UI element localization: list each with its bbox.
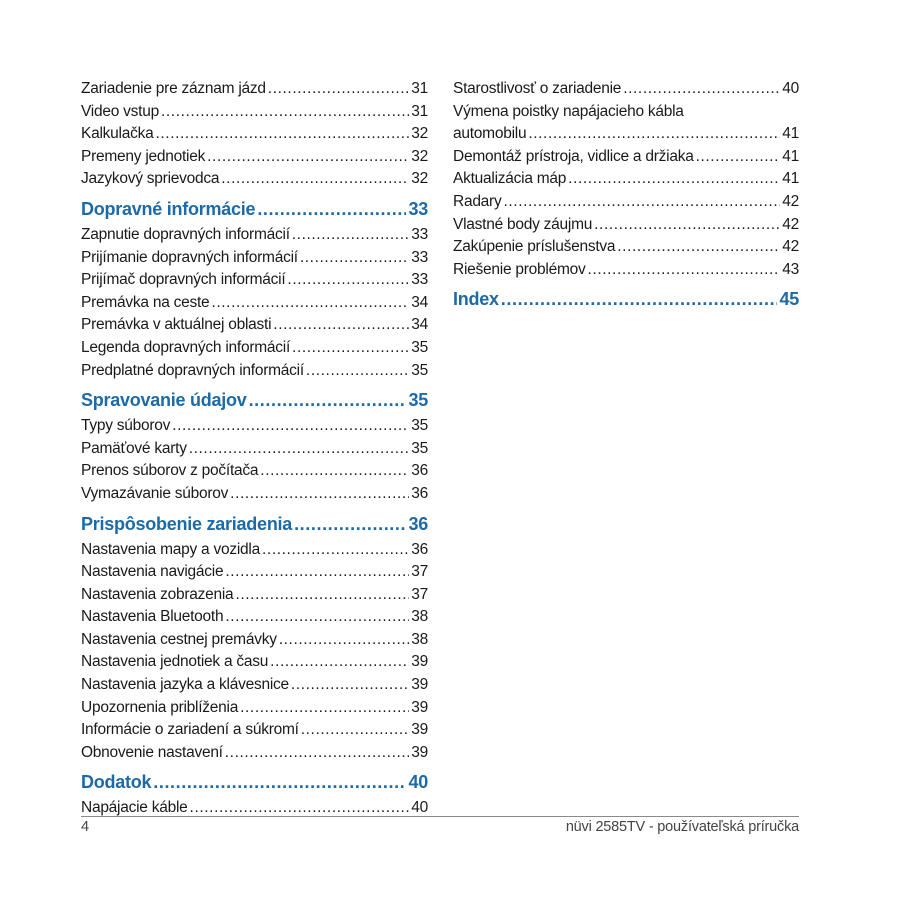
toc-leader-dots [301,719,410,742]
toc-entry-title: Nastavenia jednotiek a času [81,653,269,671]
toc-entry-title: Prenos súborov z počítača [81,462,259,480]
toc-entry-title: Premávka na ceste [81,293,210,311]
toc-entry-title: Prijímanie dopravných informácií [81,248,298,266]
toc-entry-title: Nastavenia cestnej premávky [81,630,277,648]
toc-leader-dots [225,561,409,584]
toc-page-number: 45 [779,289,799,310]
toc-leader-dots [623,78,780,101]
toc-entry-title: Radary [453,192,502,210]
toc-leader-dots [221,168,409,191]
toc-entry[interactable] [81,651,428,674]
toc-page-number: 35 [408,390,428,411]
footer-page-number: 4 [81,819,90,835]
toc-page-number: 38 [411,630,428,648]
toc-leader-dots [161,101,409,124]
toc-entry-title: Typy súborov [81,417,171,435]
toc-leader-dots [257,194,406,224]
toc-leader-dots [503,191,780,214]
toc-section-heading[interactable] [81,385,428,415]
toc-right-column [453,78,799,314]
toc-page-number: 41 [782,147,799,165]
toc-page-number: 41 [782,170,799,188]
toc-entry[interactable] [81,606,428,629]
toc-entry[interactable] [81,561,428,584]
toc-page-number: 39 [411,653,428,671]
toc-entry-title: Zariadenie pre záznam jázd [81,80,266,97]
toc-entry-title: Nastavenia jazyka a klávesnice [81,676,289,694]
toc-page-number: 32 [411,170,428,188]
toc-entry[interactable] [81,101,428,124]
toc-leader-dots [306,360,409,383]
toc-entry[interactable] [453,168,799,191]
toc-entry[interactable] [81,719,428,742]
toc-page-number: 38 [411,608,428,626]
toc-entry-title: Premeny jednotiek [81,147,206,165]
toc-entry-title: Pamäťové karty [81,439,187,457]
toc-page-number: 42 [782,238,799,256]
toc-leader-dots [287,269,409,292]
toc-page-number: 37 [411,563,428,581]
toc-entry-title: Dodatok [81,772,152,793]
toc-page-number: 40 [411,799,428,817]
toc-leader-dots [225,742,410,765]
toc-leader-dots [501,284,778,314]
toc-page-number: 39 [411,743,428,761]
toc-entry[interactable] [81,224,428,247]
toc-entry[interactable] [453,214,799,237]
toc-page-number: 31 [411,80,428,97]
toc-page-number: 36 [408,513,428,534]
toc-page-number: 40 [782,80,799,97]
toc-leader-dots [528,123,780,146]
toc-page-number: 37 [411,585,428,603]
toc-entry[interactable] [81,78,428,101]
toc-entry-title: Starostlivosť o zariadenie [453,80,622,97]
toc-entry[interactable] [81,584,428,607]
toc-entry-title: Jazykový sprievodca [81,170,220,188]
toc-page-number: 39 [411,676,428,694]
toc-leader-dots [207,146,409,169]
toc-entry[interactable] [453,236,799,259]
toc-entry[interactable] [453,146,799,169]
toc-entry-title: Zapnutie dopravných informácií [81,225,290,243]
toc-section-heading[interactable] [81,509,428,539]
toc-entry[interactable] [81,168,428,191]
toc-entry[interactable] [81,360,428,383]
toc-entry-title: Nastavenia Bluetooth [81,608,224,626]
toc-entry-title: Informácie o zariadení a súkromí [81,721,299,739]
toc-entry-title: Video vstup [81,102,159,120]
toc-entry[interactable] [81,483,428,506]
toc-entry[interactable] [81,460,428,483]
toc-entry-title: Riešenie problémov [453,260,586,278]
toc-entry[interactable] [81,674,428,697]
toc-entry-title: Predplatné dopravných informácií [81,361,304,379]
toc-page-number: 36 [411,540,428,558]
toc-entry[interactable] [453,78,799,101]
toc-entry[interactable] [453,191,799,214]
toc-entry[interactable] [81,146,428,169]
toc-entry-title: automobilu [453,125,527,143]
toc-leader-dots [262,539,409,562]
toc-left-column [81,78,428,820]
toc-entry[interactable] [453,101,799,124]
toc-page-number: 33 [411,225,428,243]
toc-entry[interactable] [81,629,428,652]
toc-page-number: 41 [782,125,799,143]
toc-leader-dots [155,123,409,146]
toc-entry[interactable] [81,742,428,765]
toc-leader-dots [230,483,409,506]
toc-leader-dots [260,460,409,483]
toc-entry[interactable] [81,314,428,337]
toc-entry-title: Nastavenia navigácie [81,563,224,581]
toc-section-heading[interactable] [81,194,428,224]
toc-entry[interactable] [453,123,799,146]
toc-page-number: 39 [411,698,428,716]
toc-entry-title: Dopravné informácie [81,198,256,219]
toc-entry-title: Index [453,289,499,310]
toc-page-number: 31 [411,102,428,120]
toc-leader-dots [211,292,409,315]
toc-entry-title: Upozornenia priblíženia [81,698,239,716]
toc-entry-title: Premávka v aktuálnej oblasti [81,316,272,334]
toc-entry-title: Aktualizácia máp [453,170,567,188]
toc-page-number: 40 [408,772,428,793]
toc-entry-title: Nastavenia zobrazenia [81,585,234,603]
toc-entry-title: Legenda dopravných informácií [81,338,291,356]
toc-entry[interactable] [81,269,428,292]
toc-page-number: 33 [411,271,428,289]
toc-page-number: 36 [411,484,428,502]
toc-leader-dots [172,415,409,438]
toc-entry-title: Kalkulačka [81,125,154,143]
toc-page-number: 33 [411,248,428,266]
toc-entry-title: Spravovanie údajov [81,390,247,411]
toc-entry[interactable] [81,247,428,270]
toc-page-number: 34 [411,316,428,334]
toc-section-heading[interactable] [81,767,428,797]
toc-leader-dots [617,236,780,259]
toc-entry[interactable] [81,415,428,438]
toc-entry-title: Zakúpenie príslušenstva [453,238,616,256]
toc-page-number: 42 [782,192,799,210]
toc-leader-dots [279,629,410,652]
toc-entry-title: Prispôsobenie zariadenia [81,513,293,534]
toc-leader-dots [273,314,409,337]
toc-leader-dots [294,509,406,539]
toc-entry-title: Demontáž prístroja, vidlice a držiaka [453,147,694,165]
toc-page-number: 34 [411,293,428,311]
toc-leader-dots [189,438,410,461]
toc-entry[interactable] [81,292,428,315]
toc-page-number: 36 [411,462,428,480]
toc-entry[interactable] [81,123,428,146]
toc-entry[interactable] [81,539,428,562]
toc-page-number: 39 [411,721,428,739]
toc-leader-dots [291,674,409,697]
toc-leader-dots [594,214,780,237]
toc-entry[interactable] [81,337,428,360]
toc-leader-dots [225,606,409,629]
toc-entry-title: Výmena poistky napájacieho kábla [453,102,684,120]
toc-page-number: 42 [782,215,799,233]
toc-entry-title: Napájacie káble [81,799,188,817]
toc-leader-dots [696,146,781,169]
toc-entry-title: Prijímač dopravných informácií [81,271,286,289]
toc-page-number: 35 [411,338,428,356]
toc-entry[interactable] [453,259,799,282]
toc-entry[interactable] [81,697,428,720]
toc-leader-dots [240,697,409,720]
toc-page-number: 43 [782,260,799,278]
toc-page-number: 33 [408,198,428,219]
toc-page-number: 32 [411,125,428,143]
toc-entry-title: Vymazávanie súborov [81,484,229,502]
toc-leader-dots [588,259,781,282]
toc-leader-dots [249,385,407,415]
toc-leader-dots [268,78,409,101]
toc-leader-dots [235,584,409,607]
toc-entry-title: Vlastné body záujmu [453,215,593,233]
toc-leader-dots [270,651,409,674]
toc-leader-dots [300,247,409,270]
toc-section-heading[interactable] [453,284,799,314]
toc-page-number: 32 [411,147,428,165]
toc-leader-dots [568,168,780,191]
toc-leader-dots [153,767,406,797]
toc-page-number: 35 [411,361,428,379]
toc-entry-title: Nastavenia mapy a vozidla [81,540,260,558]
toc-leader-dots [292,337,409,360]
toc-entry-title: Obnovenie nastavení [81,743,223,761]
toc-entry[interactable] [81,438,428,461]
toc-page-number: 35 [411,439,428,457]
toc-leader-dots [292,224,409,247]
toc-page-number: 35 [411,417,428,435]
footer-manual-title: nüvi 2585TV - používateľská príručka [565,819,799,835]
